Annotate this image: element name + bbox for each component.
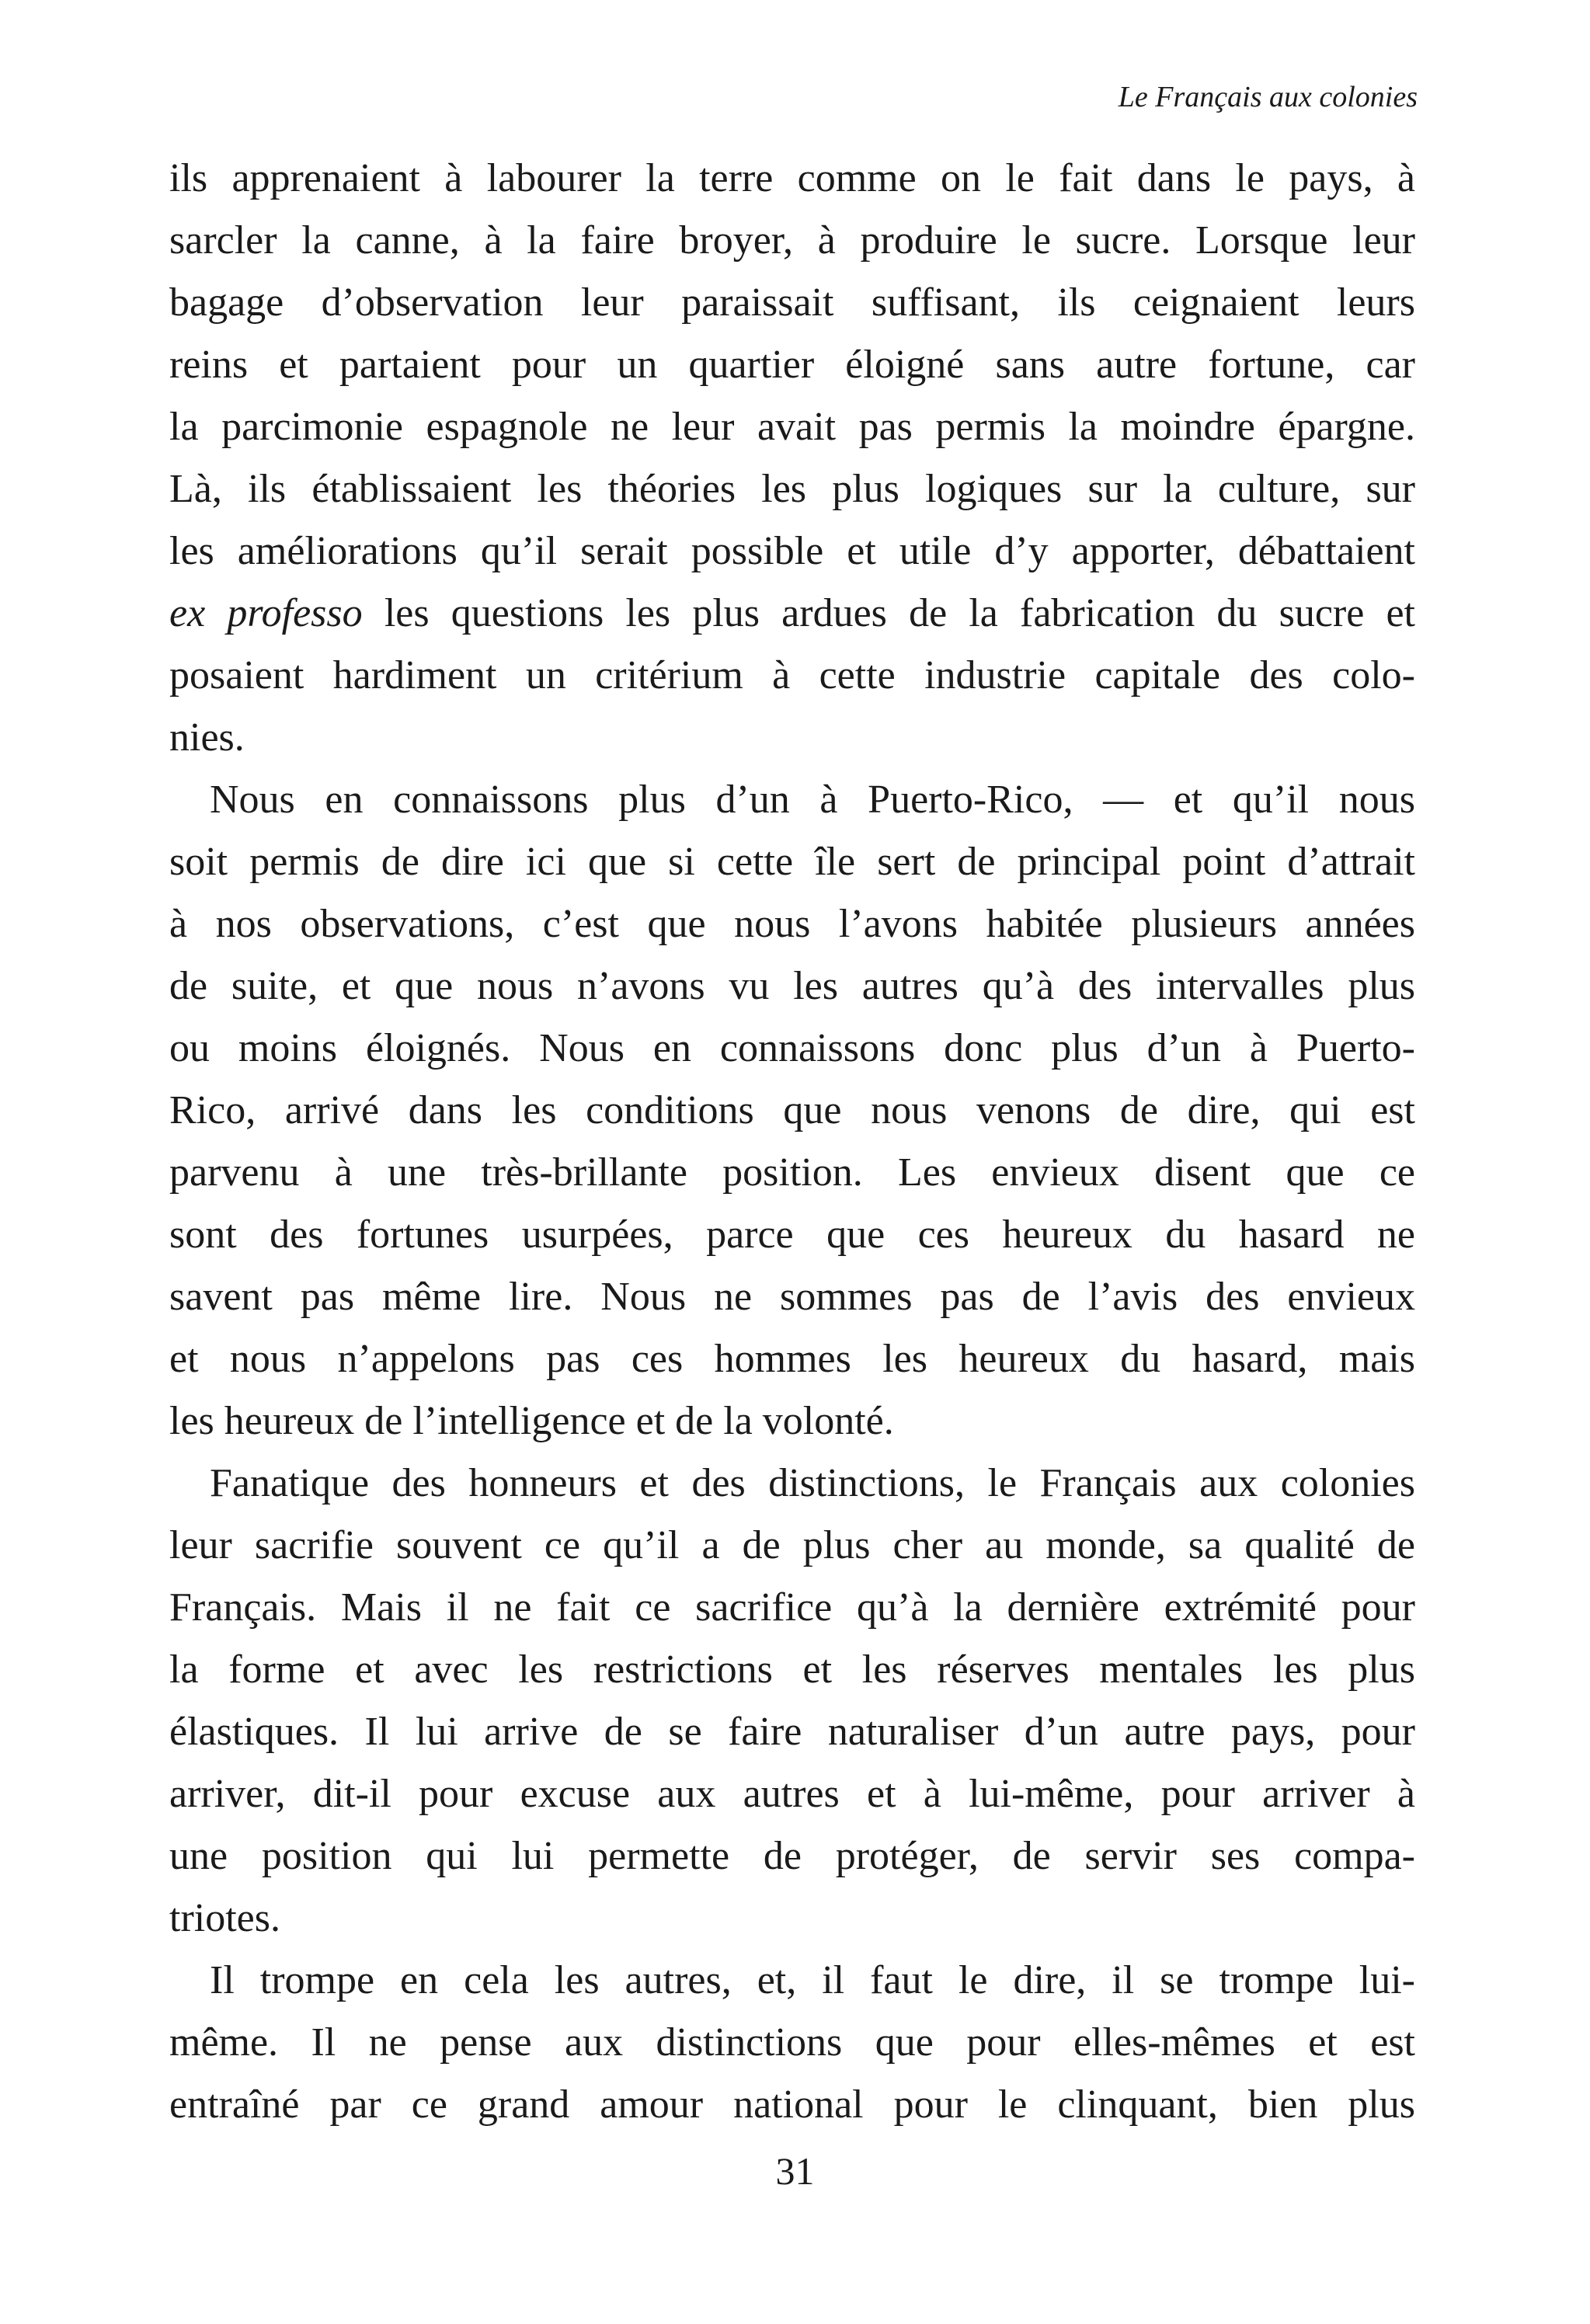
text-line: et nous n’appelons pas ces hommes les heureux du hasard, mais bbox=[169, 1337, 1415, 1381]
text-line bbox=[169, 583, 1415, 645]
text-line: parvenu à une très-brillante position. Les envieux disent que ce bbox=[169, 1150, 1415, 1195]
text-line: leur sacrifie souvent ce qu’il a de plus cher au monde, sa qualité de bbox=[169, 1523, 1415, 1567]
text-line: une position qui lui permette de protéger, de servir ses compa- bbox=[169, 1834, 1415, 1878]
paragraph-first-line: Fanatique des honneurs et des distinctions, le Français aux colonies bbox=[210, 1461, 1415, 1505]
text-line: Là, ils établissaient les théories les plus logiques sur la culture, sur bbox=[169, 467, 1415, 511]
line-continuation: les questions les plus ardues de la fabrication du sucre et bbox=[362, 591, 1416, 635]
text-line: de suite, et que nous n’avons vu les autres qu’à des intervalles plus bbox=[169, 964, 1415, 1008]
text-line: bagage d’observation leur paraissait suffisant, ils ceignaient leurs bbox=[169, 280, 1415, 325]
body-text bbox=[169, 148, 1415, 2136]
text-line: posaient hardiment un critérium à cette industrie capitale des colo- bbox=[169, 653, 1415, 698]
paragraph-first-line: Nous en connaissons plus d’un à Puerto-Rico, — et qu’il nous bbox=[210, 778, 1415, 822]
text-line: la forme et avec les restrictions et les réserves mentales les plus bbox=[169, 1647, 1415, 1692]
text-line: soit permis de dire ici que si cette île sert de principal point d’attrait bbox=[169, 840, 1415, 884]
text-line: élastiques. Il lui arrive de se faire naturaliser d’un autre pays, pour bbox=[169, 1710, 1415, 1754]
paragraph-first-line: Il trompe en cela les autres, et, il faut le dire, il se trompe lui- bbox=[210, 1958, 1415, 2002]
text-line: triotes. bbox=[169, 1896, 280, 1940]
text-line: les heureux de l’intelligence et de la volonté. bbox=[169, 1399, 894, 1443]
text-line: sarcler la canne, à la faire broyer, à produire le sucre. Lorsque leur bbox=[169, 218, 1415, 263]
text-line: arriver, dit-il pour excuse aux autres et à lui-même, pour arriver à bbox=[169, 1772, 1415, 1816]
text-line: Rico, arrivé dans les conditions que nous venons de dire, qui est bbox=[169, 1088, 1415, 1132]
page-number: 31 bbox=[775, 2149, 815, 2193]
text-line: reins et partaient pour un quartier éloigné sans autre fortune, car bbox=[169, 343, 1415, 387]
text-line: même. Il ne pense aux distinctions que pour elles-mêmes et est bbox=[169, 2020, 1415, 2065]
text-line: la parcimonie espagnole ne leur avait pas permis la moindre épargne. bbox=[169, 405, 1415, 449]
text-line: ils apprenaient à labourer la terre comme on le fait dans le pays, à bbox=[169, 156, 1415, 200]
text-line: nies. bbox=[169, 715, 245, 760]
text-line: les améliorations qu’il serait possible et utile d’y apporter, débattaient bbox=[169, 529, 1415, 573]
text-line: Français. Mais il ne fait ce sacrifice qu’à la dernière extrémité pour bbox=[169, 1585, 1415, 1630]
text-line: savent pas même lire. Nous ne sommes pas de l’avis des envieux bbox=[169, 1275, 1415, 1319]
running-head: Le Français aux colonies bbox=[1118, 81, 1418, 113]
text-line: entraîné par ce grand amour national pour le clinquant, bien plus bbox=[169, 2082, 1415, 2127]
text-line: à nos observations, c’est que nous l’avons habitée plusieurs années bbox=[169, 902, 1415, 946]
text-line: sont des fortunes usurpées, parce que ces heureux du hasard ne bbox=[169, 1212, 1415, 1257]
text-line: ou moins éloignés. Nous en connaissons donc plus d’un à Puerto- bbox=[169, 1026, 1415, 1070]
italic-phrase: ex professo bbox=[169, 591, 363, 635]
